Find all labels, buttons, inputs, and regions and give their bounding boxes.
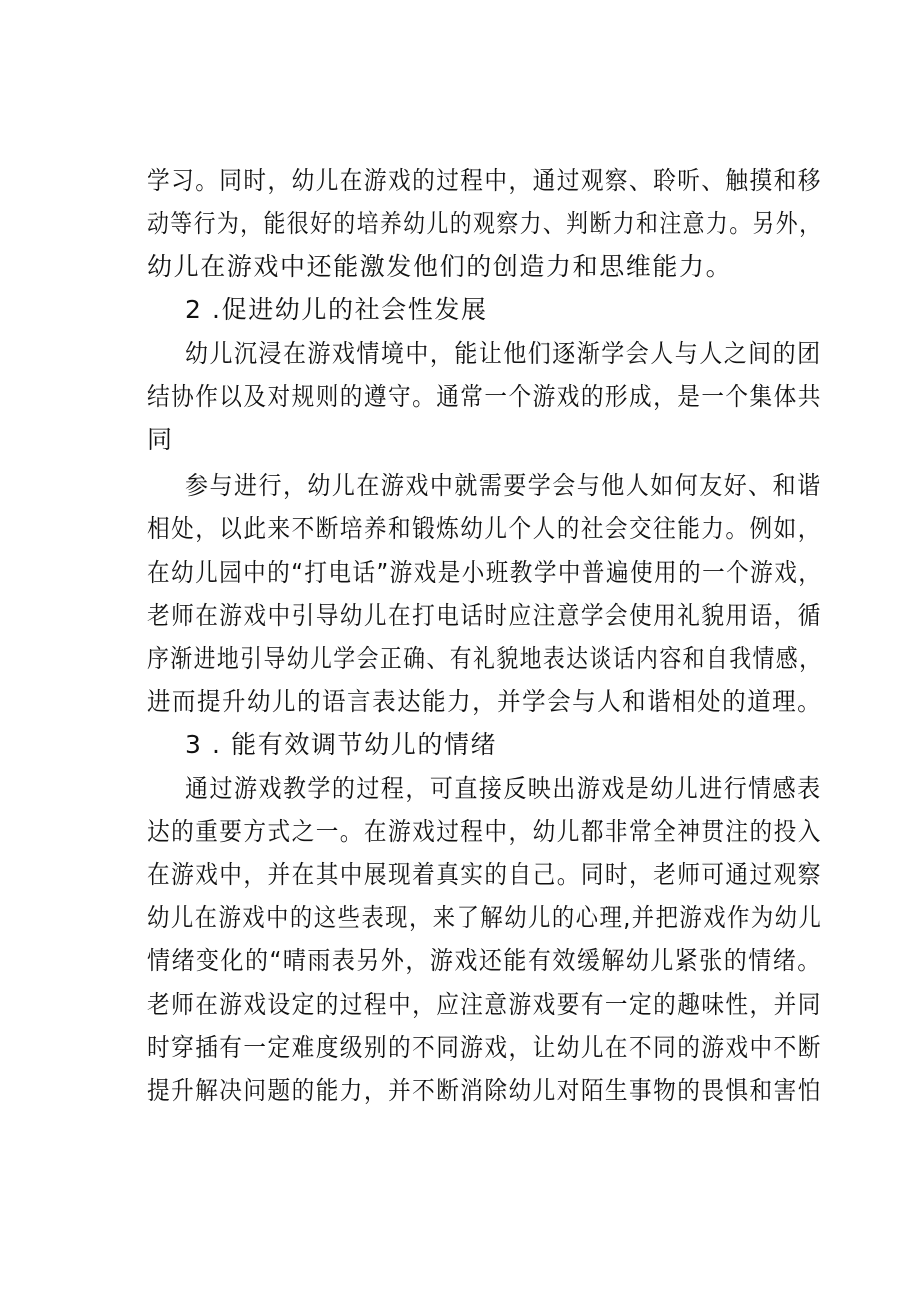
paragraph-line: 情绪变化的“晴雨表另外，游戏还能有效缓解幼儿紧张的情绪。: [147, 946, 822, 975]
section-heading: 3 . 能有效调节幼儿的情绪: [185, 730, 498, 759]
paragraph-line: 序渐进地引导幼儿学会正确、有礼貌地表达谈话内容和自我情感，: [147, 644, 823, 673]
paragraph-line: 在游戏中，并在其中展现着真实的自己。同时，老师可通过观察: [147, 860, 822, 889]
paragraph-line: 进而提升幼儿的语言表达能力，并学会与人和谐相处的道理。: [147, 687, 823, 716]
paragraph-line: 学习。同时，幼儿在游戏的过程中，通过观察、聆听、触摸和移: [147, 166, 822, 195]
paragraph-line: 老师在游戏中引导幼儿在打电话时应注意学会使用礼貌用语，循: [147, 601, 822, 630]
paragraph-line: 幼儿在游戏中的这些表现，来了解幼儿的心理,并把游戏作为幼儿: [147, 903, 823, 932]
paragraph-line: 参与进行，幼儿在游戏中就需要学会与他人如何友好、和谐: [185, 471, 822, 500]
paragraph-line: 相处，以此来不断培养和锻炼幼儿个人的社会交往能力。例如，: [147, 514, 822, 543]
section-heading: 2 .促进幼儿的社会性发展: [185, 295, 488, 324]
paragraph-line: 时穿插有一定难度级别的不同游戏，让幼儿在不同的游戏中不断: [147, 1033, 822, 1062]
paragraph-line: 达的重要方式之一。在游戏过程中，幼儿都非常全神贯注的投入: [147, 817, 822, 846]
paragraph-line: 在幼儿园中的“打电话”游戏是小班教学中普遍使用的一个游戏，: [147, 558, 823, 587]
paragraph-line: 通过游戏教学的过程，可直接反映出游戏是幼儿进行情感表: [185, 774, 822, 803]
paragraph-line: 结协作以及对规则的遵守。通常一个游戏的形成，是一个集体共: [147, 382, 822, 411]
paragraph-line: 老师在游戏设定的过程中，应注意游戏要有一定的趣味性，并同: [147, 990, 822, 1019]
paragraph-line: 动等行为，能很好的培养幼儿的观察力、判断力和注意力。另外，: [147, 209, 823, 238]
paragraph-line: 幼儿在游戏中还能激发他们的创造力和思维能力。: [147, 252, 733, 281]
paragraph-line: 同: [147, 425, 174, 454]
paragraph-line: 幼儿沉浸在游戏情境中，能让他们逐渐学会人与人之间的团: [185, 339, 822, 368]
paragraph-line: 提升解决问题的能力，并不断消除幼儿对陌生事物的畏惧和害怕: [147, 1076, 822, 1105]
